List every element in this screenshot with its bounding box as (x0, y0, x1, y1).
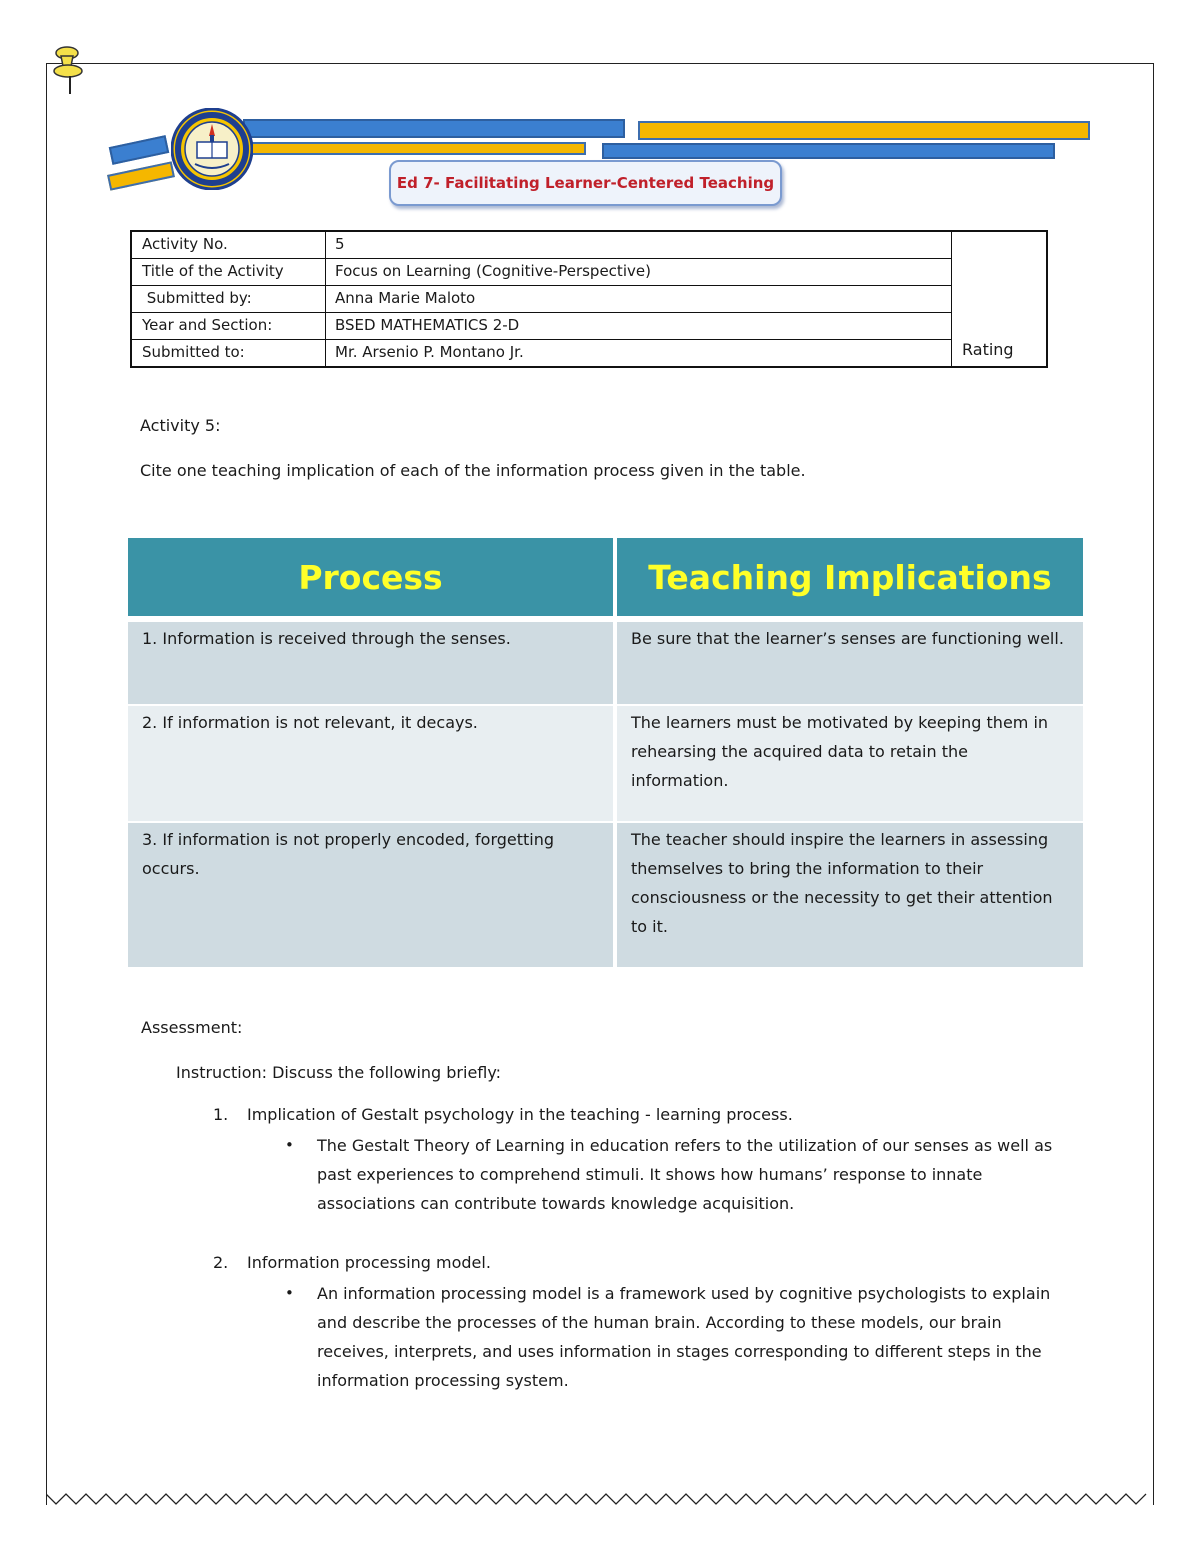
assessment-heading: Assessment: (141, 1018, 243, 1037)
item-number: 2. (213, 1253, 229, 1272)
item-number: 1. (213, 1105, 229, 1124)
item-answer: An information processing model is a framework used by cognitive psychologists to explain and describe the processes of the human brain. According to these models, our brain receives, interprets, and uses information in stages corresponding to different steps in the information processing system. (317, 1284, 1051, 1390)
page-border-left (46, 63, 47, 1505)
info-label: Activity No. (132, 232, 326, 259)
info-row (132, 232, 952, 259)
course-title-box (389, 160, 782, 206)
item-title: Information processing model. (247, 1253, 491, 1272)
item-title: Implication of Gestalt psychology in the teaching - learning process. (247, 1105, 793, 1124)
info-value: Focus on Learning (Cognitive-Perspective) (326, 259, 952, 286)
page-border-zigzag (46, 1490, 1154, 1508)
info-value: Mr. Arsenio P. Montano Jr. (326, 340, 952, 367)
bullet-icon: • (285, 1136, 294, 1154)
process-header-label: Process (298, 557, 443, 597)
implications-header-label: Teaching Implications (648, 557, 1052, 597)
activity-info-table (130, 230, 1048, 368)
implication-cell: The teacher should inspire the learners in assessing themselves to bring the information to their consciousness or the necessity to get their attention to it. (617, 823, 1083, 967)
page-border-right (1153, 63, 1154, 1505)
process-header (128, 538, 613, 616)
info-label: Submitted by: (132, 286, 326, 313)
header-bar-gold-top (638, 121, 1090, 140)
info-row (132, 313, 952, 340)
process-cell: 1. Information is received through the senses. (128, 622, 613, 704)
header-bar-blue-top (243, 119, 625, 138)
implication-cell: Be sure that the learner’s senses are functioning well. (617, 622, 1083, 704)
school-seal-logo (171, 108, 253, 190)
header-bar-gold-left (107, 161, 175, 190)
assessment-instruction: Instruction: Discuss the following briefly: (176, 1063, 502, 1082)
info-label: Title of the Activity (132, 259, 326, 286)
implication-cell: The learners must be motivated by keeping them in rehearsing the acquired data to retain the information. (617, 706, 1083, 821)
activity-heading: Activity 5: (140, 416, 221, 435)
header-bar-blue-mid (602, 143, 1055, 159)
pushpin-icon (52, 44, 88, 96)
page-border-top (46, 63, 1154, 64)
process-cell: 3. If information is not properly encoded, forgetting occurs. (128, 823, 613, 967)
info-value: 5 (326, 232, 952, 259)
item-answer: The Gestalt Theory of Learning in education refers to the utilization of our senses as well as past experiences to comprehend stimuli. It shows how humans’ response to innate associations can contribute towards knowledge acquisition. (317, 1136, 1053, 1213)
bullet-icon: • (285, 1284, 294, 1302)
info-row (132, 340, 952, 367)
info-value: BSED MATHEMATICS 2-D (326, 313, 952, 340)
course-title: Ed 7- Facilitating Learner-Centered Teaching (396, 174, 775, 192)
info-row (132, 286, 952, 313)
rating-label: Rating (962, 340, 1014, 359)
info-label: Submitted to: (132, 340, 326, 367)
info-label: Year and Section: (132, 313, 326, 340)
info-value: Anna Marie Maloto (326, 286, 952, 313)
info-row (132, 259, 952, 286)
implications-header (617, 538, 1083, 616)
header-bar-gold-mid (251, 142, 586, 155)
header-bar-blue-left (109, 135, 169, 165)
process-cell: 2. If information is not relevant, it decays. (128, 706, 613, 821)
activity-instruction: Cite one teaching implication of each of the information process given in the table. (140, 461, 806, 480)
